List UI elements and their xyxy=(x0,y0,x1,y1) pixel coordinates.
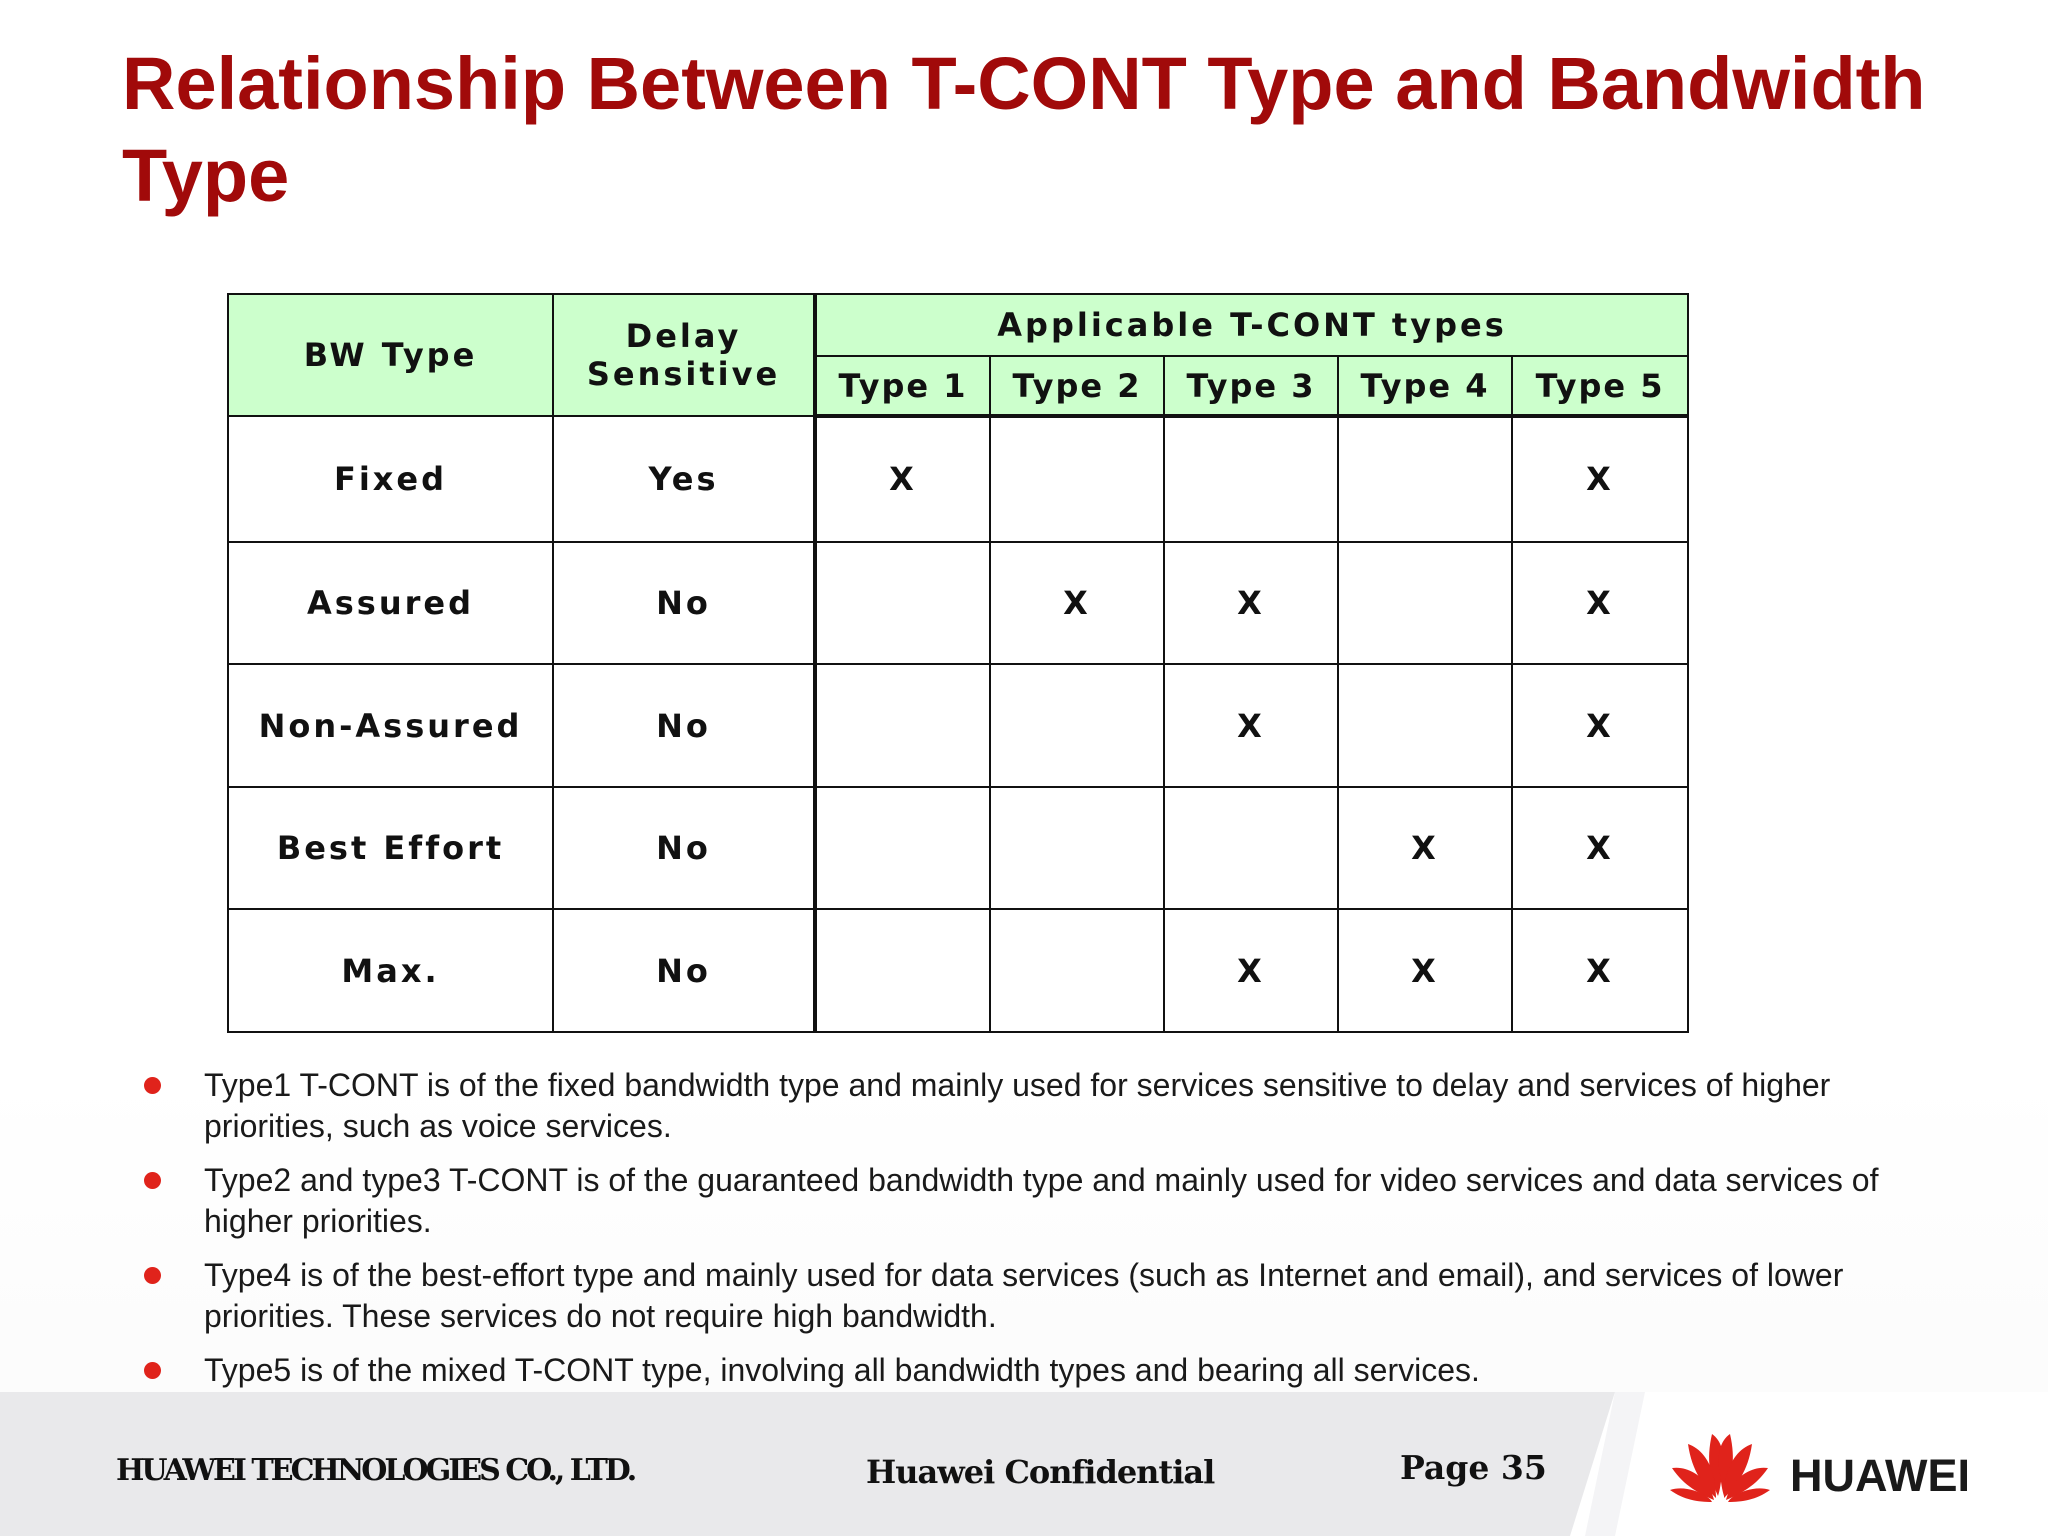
cell-type-3: X xyxy=(1164,664,1338,787)
cell-type-4: X xyxy=(1338,787,1512,910)
cell-type-4 xyxy=(1338,542,1512,665)
bullet-text: Type1 T-CONT is of the fixed bandwidth type and mainly used for services sensitive to delay and services of higher priorities, such as voice services. xyxy=(204,1067,1831,1144)
cell-type-5: X xyxy=(1512,909,1688,1032)
cell-type-1 xyxy=(815,787,990,910)
bullet-item xyxy=(140,1350,1900,1391)
header-type-5: Type 5 xyxy=(1512,356,1688,416)
header-delay-sensitive xyxy=(553,294,815,416)
cell-type-5: X xyxy=(1512,416,1688,542)
cell-type-1: X xyxy=(815,416,990,542)
cell-type-2 xyxy=(990,787,1164,910)
slide-title: Relationship Between T-CONT Type and Bandwidth Type xyxy=(122,42,1926,217)
cell-type-3: X xyxy=(1164,542,1338,665)
cell-type-3 xyxy=(1164,416,1338,542)
cell-type-3: X xyxy=(1164,909,1338,1032)
header-bw-type: BW Type xyxy=(228,294,553,416)
cell-bw-type: Max. xyxy=(228,909,553,1032)
table-row-assured xyxy=(228,542,1688,665)
footer-confidential: Huawei Confidential xyxy=(866,1453,1215,1491)
cell-type-2 xyxy=(990,664,1164,787)
bullet-dot-icon xyxy=(144,1362,161,1379)
bullet-dot-icon xyxy=(144,1267,161,1284)
cell-type-1 xyxy=(815,664,990,787)
cell-type-2: X xyxy=(990,542,1164,665)
footer-page-number: Page 35 xyxy=(1400,1448,1547,1487)
tcont-bandwidth-table xyxy=(227,293,1689,1033)
bullet-dot-icon xyxy=(144,1077,161,1094)
cell-delay: Yes xyxy=(553,416,815,542)
cell-delay: No xyxy=(553,787,815,910)
header-type-1: Type 1 xyxy=(815,356,990,416)
cell-type-1 xyxy=(815,909,990,1032)
bullet-item xyxy=(140,1255,1900,1337)
bullet-text: Type4 is of the best-effort type and mainly used for data services (such as Internet and email), and services of lower priorities. These services do not require high bandwidth. xyxy=(204,1257,1844,1334)
cell-type-3 xyxy=(1164,787,1338,910)
cell-type-5: X xyxy=(1512,664,1688,787)
cell-type-1 xyxy=(815,542,990,665)
bullet-list xyxy=(140,1065,1900,1404)
header-delay-line2: Sensitive xyxy=(586,355,781,393)
footer-logo-text: HUAWEI xyxy=(1790,1450,1970,1501)
cell-bw-type: Non-Assured xyxy=(228,664,553,787)
table-row-best-effort xyxy=(228,787,1688,910)
cell-delay: No xyxy=(553,909,815,1032)
cell-type-5: X xyxy=(1512,542,1688,665)
cell-bw-type: Best Effort xyxy=(228,787,553,910)
cell-type-2 xyxy=(990,909,1164,1032)
bullet-dot-icon xyxy=(144,1172,161,1189)
bullet-text: Type2 and type3 T-CONT is of the guaranteed bandwidth type and mainly used for video services and data services of higher priorities. xyxy=(204,1162,1879,1239)
cell-bw-type: Fixed xyxy=(228,416,553,542)
header-applicable-types: Applicable T-CONT types xyxy=(815,294,1688,356)
cell-type-4: X xyxy=(1338,909,1512,1032)
bullet-text: Type5 is of the mixed T-CONT type, involving all bandwidth types and bearing all services. xyxy=(204,1352,1480,1388)
cell-type-5: X xyxy=(1512,787,1688,910)
cell-type-4 xyxy=(1338,664,1512,787)
huawei-logo-icon xyxy=(1666,1430,1774,1508)
cell-type-2 xyxy=(990,416,1164,542)
footer-company: HUAWEI TECHNOLOGIES CO., LTD. xyxy=(116,1453,635,1488)
header-type-3: Type 3 xyxy=(1164,356,1338,416)
table-row-fixed xyxy=(228,416,1688,542)
header-type-4: Type 4 xyxy=(1338,356,1512,416)
cell-type-4 xyxy=(1338,416,1512,542)
cell-delay: No xyxy=(553,664,815,787)
table-row-max xyxy=(228,909,1688,1032)
table-row-non-assured xyxy=(228,664,1688,787)
header-delay-line1: Delay xyxy=(625,317,742,355)
cell-bw-type: Assured xyxy=(228,542,553,665)
bullet-item xyxy=(140,1160,1900,1242)
cell-delay: No xyxy=(553,542,815,665)
header-type-2: Type 2 xyxy=(990,356,1164,416)
bullet-item xyxy=(140,1065,1900,1147)
